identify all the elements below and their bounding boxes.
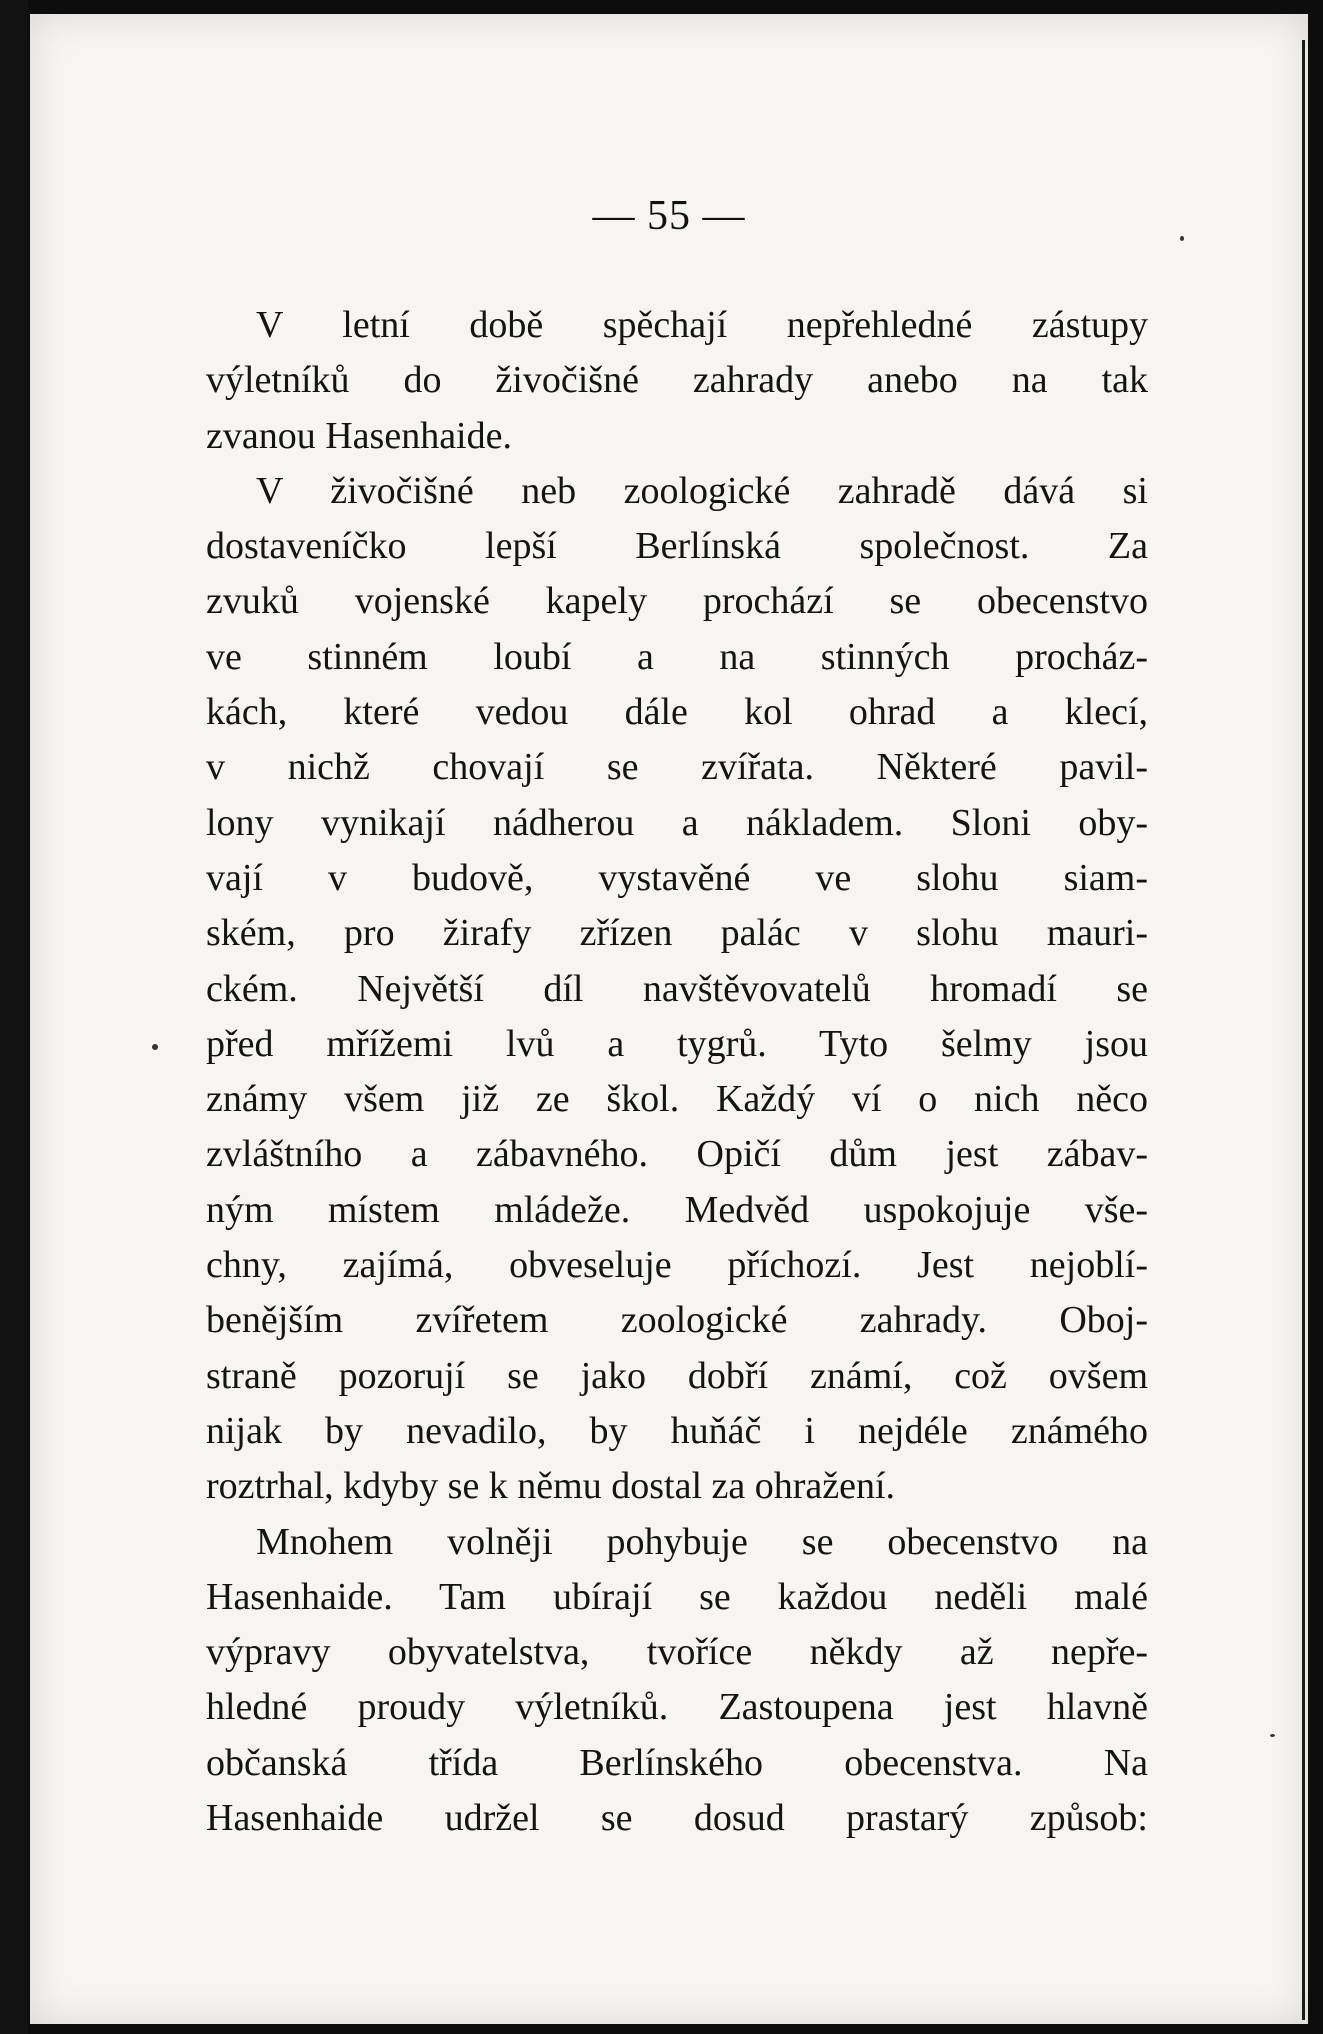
text-line: výletníků do živočišné zahrady anebo na tak [206, 359, 1148, 402]
text-line: známy všem již ze škol. Každý ví o nich něco [206, 1078, 1148, 1121]
text-line: zvuků vojenské kapely prochází se obecenstvo [206, 580, 1148, 623]
page-number: — 55 — [592, 193, 746, 239]
text-line: V letní době spěchají nepřehledné zástupy [256, 304, 1148, 346]
text-line: Hasenhaide udržel se dosud prastarý způsob: [206, 1797, 1148, 1840]
print-speck [152, 1044, 158, 1050]
text-line: Hasenhaide. Tam ubírají se každou neděli malé [206, 1575, 1148, 1618]
text-line: nijak by nevadilo, by huňáč i nejdéle známého [206, 1409, 1148, 1452]
body-text [206, 298, 1148, 1846]
text-line: straně pozorují se jako dobří známí, což ovšem [206, 1354, 1148, 1397]
text-line: před mřížemi lvů a tygrů. Tyto šelmy jsou [206, 1022, 1148, 1065]
text-line: chny, zajímá, obveseluje příchozí. Jest nejoblí- [206, 1244, 1148, 1287]
text-line: vají v budově, vystavěné ve slohu siam- [206, 856, 1148, 899]
text-line: ckém. Největší díl navštěvovatelů hromadí se [206, 967, 1148, 1010]
text-line: ve stinném loubí a na stinných procház- [206, 635, 1148, 678]
scan-border-left [0, 0, 28, 2034]
text-line: zvláštního a zábavného. Opičí dům jest zábav- [206, 1133, 1148, 1176]
book-page [30, 14, 1308, 2024]
text-line: Mnohem volněji pohybuje se obecenstvo na [256, 1520, 1148, 1563]
text-line: roztrhal, kdyby se k němu dostal za ohražení. [206, 1465, 896, 1508]
text-line: ském, pro žirafy zřízen palác v slohu mauri- [206, 912, 1148, 955]
text-line: zvanou Hasenhaide. [206, 414, 512, 457]
print-speck [1180, 236, 1184, 241]
page-edge-right [1302, 40, 1305, 2020]
text-line: hledné proudy výletníků. Zastoupena jest hlavně [206, 1686, 1148, 1729]
text-line: kách, které vedou dále kol ohrad a klecí, [206, 691, 1148, 734]
text-line: v nichž chovají se zvířata. Některé pavil- [206, 746, 1148, 789]
text-line: výpravy obyvatelstva, tvoříce někdy až nepře- [206, 1631, 1148, 1674]
text-line: V živočišné neb zoologické zahradě dává si [256, 469, 1148, 512]
text-line: dostaveníčko lepší Berlínská společnost. Za [206, 525, 1148, 568]
text-line: ným místem mládeže. Medvěd uspokojuje vše- [206, 1188, 1148, 1231]
print-speck [1270, 1734, 1275, 1737]
text-line: občanská třída Berlínského obecenstva. Na [206, 1741, 1148, 1784]
text-line: benějším zvířetem zoologické zahrady. Oboj- [206, 1299, 1148, 1342]
text-line: lony vynikají nádherou a nákladem. Sloni oby- [206, 801, 1148, 844]
